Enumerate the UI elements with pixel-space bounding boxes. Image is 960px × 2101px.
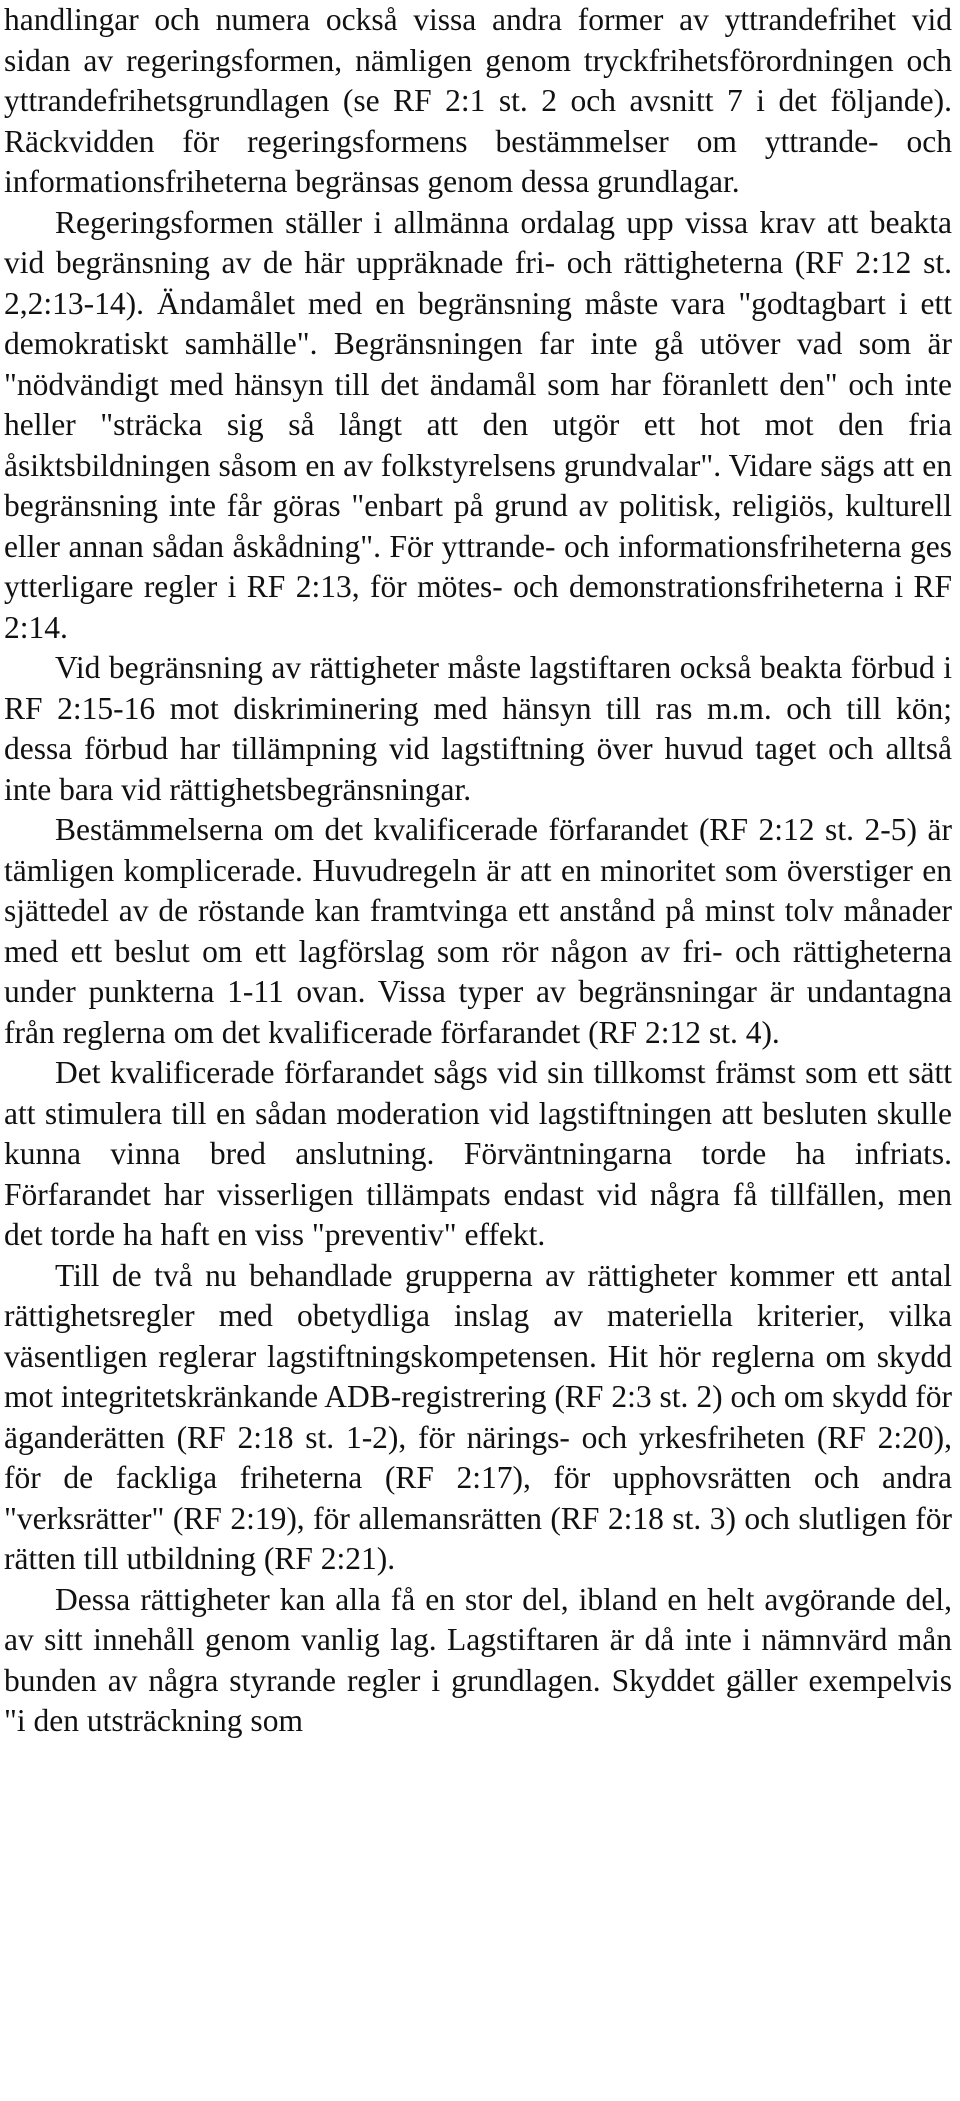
paragraph-procedure-effect: Det kvalificerade förfarandet sågs vid sin tillkomst främst som ett sätt att stimulera till en sådan moderation vid lagstiftningen att besluten skulle kunna vinna bred anslutning. Förväntningarna torde ha infriats. Förfarandet har visserligen tillämpats endast vid några få tillfällen, men det torde ha haft en viss "preventiv" effekt. [4, 1055, 952, 1252]
document-page [4, 0, 952, 1742]
paragraph-qualified-procedure: Bestämmelserna om det kvalificerade förfarandet (RF 2:12 st. 2-5) är tämligen komplicerade. Huvudregeln är att en minoritet som överstiger en sjättedel av de röstande kan framtvinga ett anstånd på minst tolv månader med ett beslut om ett lagförslag som rör någon av fri- och rättigheterna under punkterna 1-11 ovan. Vissa typer av begränsningar är undantagna från reglerna om det kvalificerade förfarandet (RF 2:12 st. 4). [4, 812, 952, 1050]
paragraph-ordinary-law: Dessa rättigheter kan alla få en stor del, ibland en helt avgörande del, av sitt innehåll genom vanlig lag. Lagstiftaren är då inte i nämnvärd mån bunden av några styrande regler i grundlagen. Skyddet gäller exempelvis "i den utsträckning som [4, 1581, 952, 1738]
paragraph-other-rights: Till de två nu behandlade grupperna av rättigheter kommer ett antal rättighetsregler med obetydliga inslag av materiella kriterier, vilka väsentligen reglerar lagstiftningskompetensen. Hit hör reglerna om skydd mot integritetskränkande ADB-registrering (RF 2:3 st. 2) och om skydd för äganderätten (RF 2:18 st. 1-2), för närings- och yrkesfriheten (RF 2:20), för de fackliga friheterna (RF 2:17), för upphovsrätten och andra "verksrätter" (RF 2:19), för allemansrätten (RF 2:18 st. 3) och slutligen för rätten till utbildning (RF 2:21). [4, 1257, 952, 1576]
paragraph-restriction-requirements: Regeringsformen ställer i allmänna ordalag upp vissa krav att beakta vid begränsning av de här uppräknade fri- och rättigheterna (RF 2:12 st. 2,2:13-14). Ändamålet med en begränsning måste vara "godtagbart i ett demokratiskt samhälle". Begränsningen far inte gå utöver vad som är "nödvändigt med hänsyn till det ändamål som har föranlett den" och inte heller "sträcka sig så långt att den utgör ett hot mot den fria åsiktsbildningen såsom en av folkstyrelsens grundvalar". Vidare sägs att en begränsning inte får göras "enbart på grund av politisk, religiös, kulturell eller annan sådan åskådning". För yttrande- och informationsfriheterna ges ytterligare regler i RF 2:13, för mötes- och demonstrationsfriheterna i RF 2:14. [4, 204, 952, 645]
paragraph-continuation: handlingar och numera också vissa andra former av yttrandefrihet vid sidan av regeringsformen, nämligen genom tryckfrihetsförordningen och yttrandefrihetsgrundlagen (se RF 2:1 st. 2 och avsnitt 7 i det följande). Räckvidden för regeringsformens bestämmelser om yttrande- och informationsfriheterna begränsas genom dessa grundlagar. [4, 2, 952, 199]
paragraph-discrimination-ban: Vid begränsning av rättigheter måste lagstiftaren också beakta förbud i RF 2:15-16 mot diskriminering med hänsyn till ras m.m. och till kön; dessa förbud har tillämpning vid lagstiftning över huvud taget och alltså inte bara vid rättighetsbegränsningar. [4, 650, 952, 807]
